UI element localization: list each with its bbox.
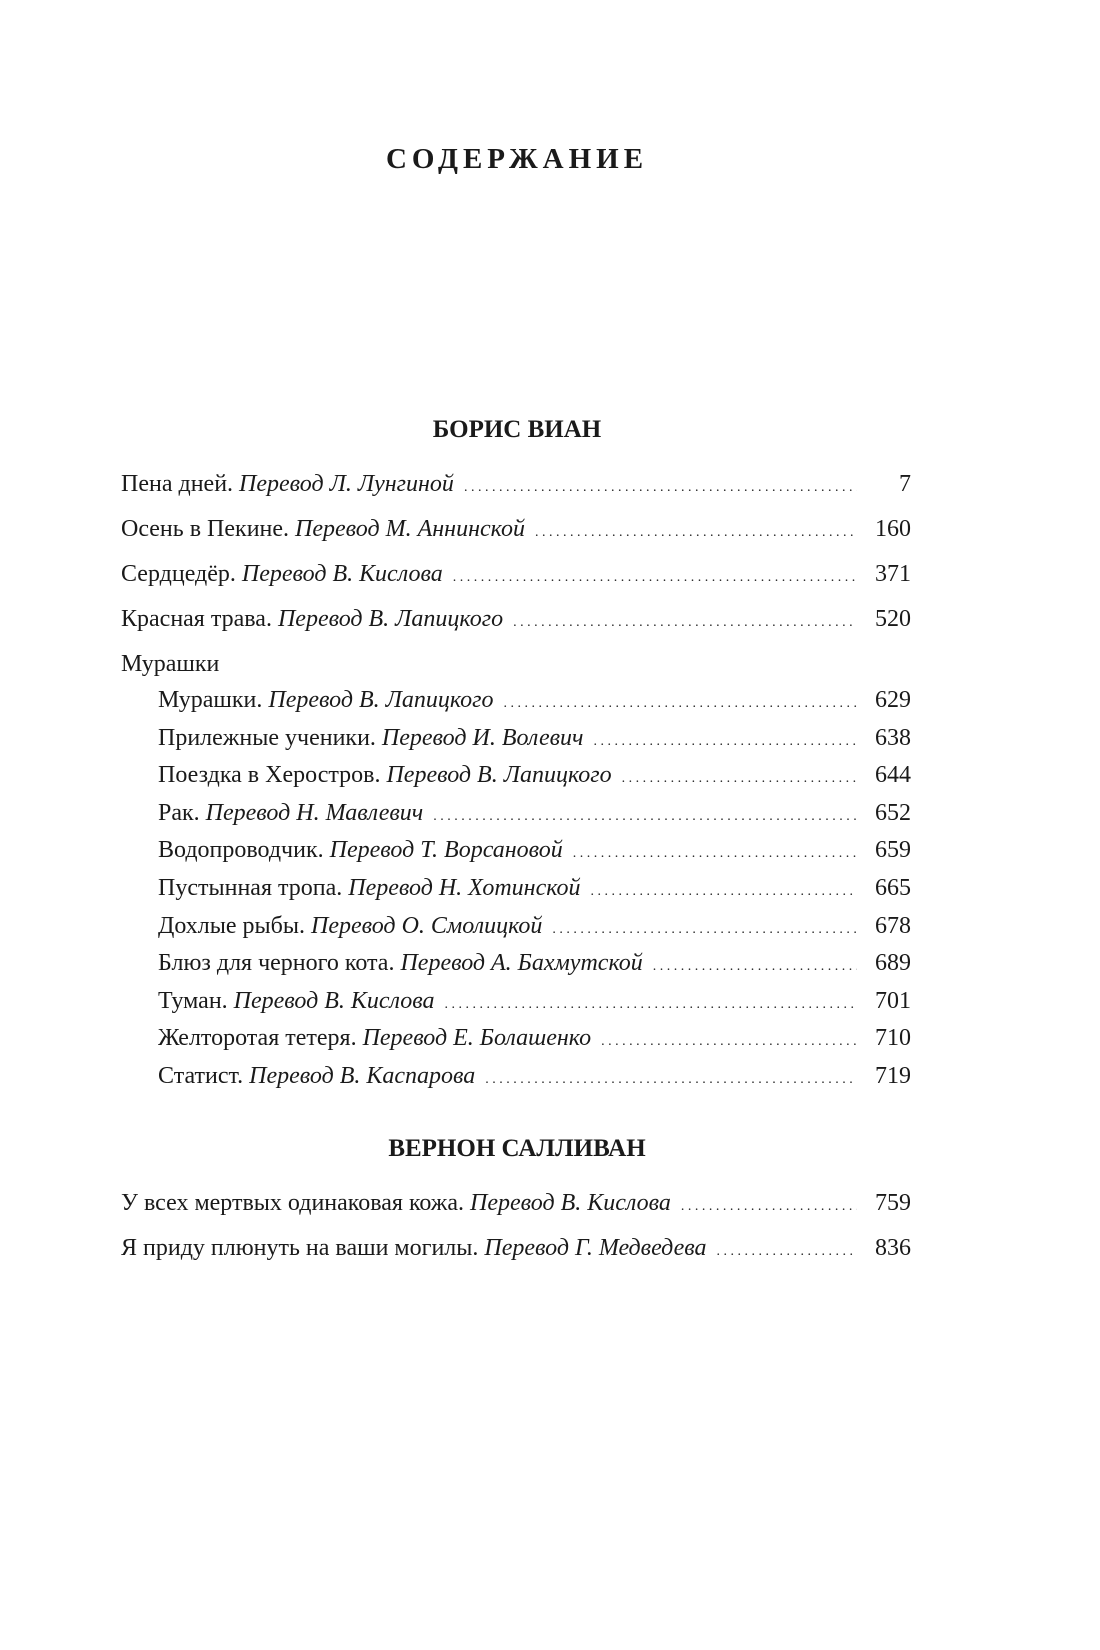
entry-translator: Перевод Л. Лунгиной — [239, 471, 454, 497]
entry-translator: Перевод В. Лапицкого — [268, 687, 494, 713]
entry-translator: Перевод И. Волевич — [381, 724, 584, 751]
entry-page-number: 719 — [875, 1062, 911, 1089]
entry-page-number: 652 — [875, 799, 911, 826]
entry-title: Сердцедёр. — [121, 561, 236, 587]
dot-leader — [573, 832, 857, 872]
toc-entry[interactable] — [121, 511, 911, 556]
entry-title: У всех мертвых одинаковая кожа. — [121, 1190, 465, 1216]
dot-leader — [535, 511, 857, 551]
entry-page-number: 644 — [875, 762, 911, 789]
entry-title: Пена дней. — [121, 471, 234, 497]
dot-leader — [513, 601, 857, 641]
entry-page-number: 665 — [875, 874, 911, 901]
dot-leader — [445, 983, 858, 1023]
entry-translator: Перевод М. Аннинской — [295, 516, 525, 542]
entry-page-number: 710 — [875, 1025, 911, 1052]
dot-leader — [593, 720, 857, 760]
entry-title: Желторотая тетеря. — [158, 1025, 357, 1052]
entry-page-number: 520 — [875, 606, 911, 632]
entry-page-number: 759 — [875, 1190, 911, 1216]
entry-title: Статист. — [158, 1062, 244, 1089]
toc-subentry[interactable] — [121, 1058, 911, 1096]
toc-group-label: Мурашки — [121, 651, 220, 677]
entry-title: Блюз для черного кота. — [158, 950, 395, 977]
entry-translator: Перевод В. Лапицкого — [277, 606, 504, 632]
toc-subentry[interactable] — [121, 908, 911, 946]
entry-title: Рак. — [158, 799, 200, 826]
toc-subentry[interactable] — [121, 682, 911, 720]
entry-page-number: 638 — [875, 724, 911, 751]
dot-leader — [622, 757, 857, 797]
toc-subentry[interactable] — [121, 945, 911, 983]
entry-translator: Перевод Н. Хотинской — [348, 874, 581, 901]
entry-translator: Перевод О. Смолицкой — [311, 912, 543, 939]
page-title: СОДЕРЖАНИЕ — [385, 143, 649, 175]
entry-page-number: 160 — [875, 516, 911, 542]
dot-leader — [653, 945, 857, 985]
entry-translator: Перевод В. Кислова — [233, 987, 435, 1014]
dot-leader — [601, 1020, 857, 1060]
dot-leader — [552, 908, 857, 948]
dot-leader — [464, 466, 857, 506]
entry-page-number: 371 — [875, 561, 911, 587]
entry-page-number: 659 — [875, 837, 911, 864]
dot-leader — [716, 1230, 857, 1270]
toc-subentry[interactable] — [121, 757, 911, 795]
dot-leader — [485, 1058, 857, 1098]
entry-translator: Перевод В. Каспарова — [249, 1062, 476, 1089]
toc-subentry[interactable] — [121, 1020, 911, 1058]
section-author-sullivan: ВЕРНОН САЛЛИВАН — [388, 1135, 646, 1162]
dot-leader — [433, 795, 857, 835]
entry-translator: Перевод А. Бахмутской — [400, 950, 643, 977]
entry-translator: Перевод В. Кислова — [470, 1190, 671, 1216]
toc-subentry[interactable] — [121, 870, 911, 908]
entry-title: Пустынная тропа. — [158, 874, 343, 901]
entry-title: Поездка в Херостров. — [158, 762, 381, 789]
entry-translator: Перевод Т. Ворсановой — [329, 837, 563, 864]
dot-leader — [504, 682, 857, 722]
toc-list-sullivan — [121, 1185, 911, 1275]
entry-page-number: 678 — [875, 912, 911, 939]
entry-title: Красная трава. — [121, 606, 272, 632]
entry-translator: Перевод Г. Медведева — [484, 1235, 707, 1261]
toc-list-vian — [121, 466, 911, 1096]
toc-subentry[interactable] — [121, 983, 911, 1021]
entry-translator: Перевод В. Кислова — [241, 561, 443, 587]
toc-entry[interactable] — [121, 466, 911, 511]
toc-entry[interactable] — [121, 1185, 911, 1230]
entry-translator: Перевод Е. Болашенко — [362, 1025, 592, 1052]
entry-title: Туман. — [158, 987, 228, 1014]
entry-translator: Перевод Н. Мавлевич — [205, 799, 424, 826]
entry-page-number: 7 — [899, 471, 911, 497]
entry-page-number: 689 — [875, 950, 911, 977]
section-author-vian: БОРИС ВИАН — [432, 416, 602, 443]
entry-title: Мурашки. — [158, 687, 263, 713]
entry-page-number: 701 — [875, 987, 911, 1014]
toc-entry[interactable] — [121, 1230, 911, 1275]
dot-leader — [681, 1185, 857, 1225]
entry-title: Дохлые рыбы. — [158, 912, 305, 939]
entry-page-number: 629 — [875, 687, 911, 713]
entry-translator: Перевод В. Лапицкого — [386, 762, 612, 789]
entry-title: Водопроводчик. — [158, 837, 324, 864]
entry-title: Я приду плюнуть на ваши могилы. — [121, 1235, 479, 1261]
entry-title: Осень в Пекине. — [121, 516, 290, 542]
entry-page-number: 836 — [875, 1235, 911, 1261]
dot-leader — [453, 556, 857, 596]
toc-entry[interactable] — [121, 556, 911, 601]
dot-leader — [591, 870, 857, 910]
toc-entry[interactable] — [121, 601, 911, 646]
entry-title: Прилежные ученики. — [158, 724, 376, 751]
toc-subentry[interactable] — [121, 720, 911, 758]
toc-subentry[interactable] — [121, 795, 911, 833]
toc-subentry[interactable] — [121, 832, 911, 870]
